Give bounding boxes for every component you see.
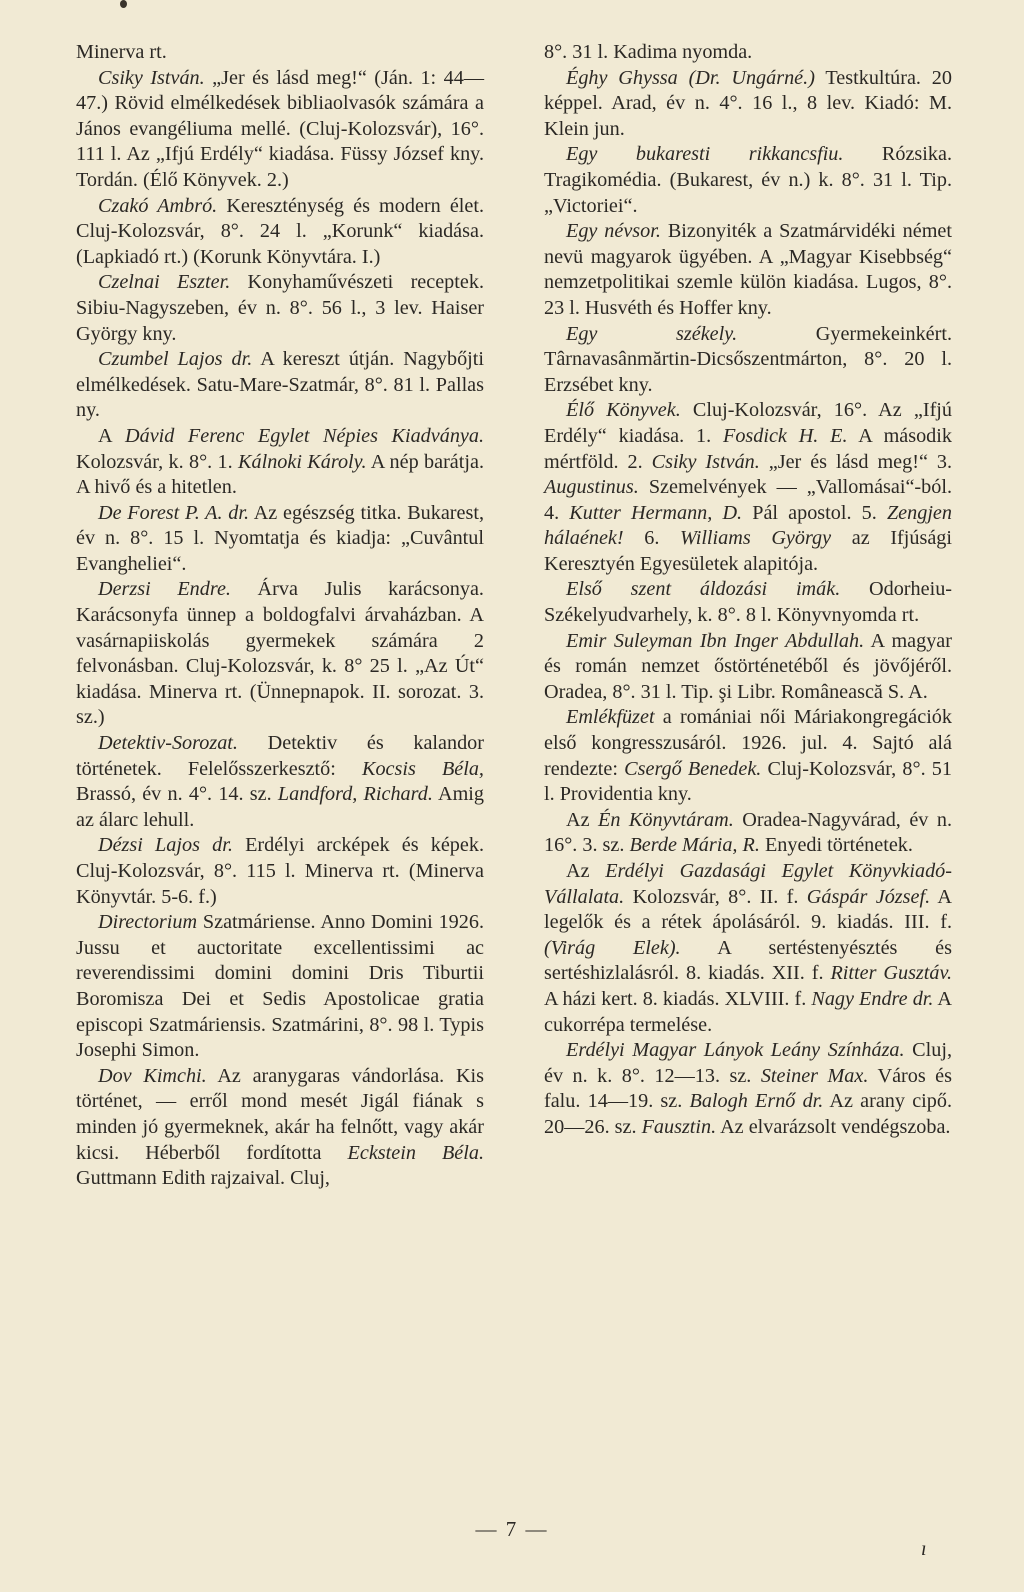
entry-text: Minerva rt. <box>76 41 167 63</box>
entry-italic-text: Derzsi Endre. <box>98 578 231 601</box>
entry-text: Az <box>566 808 599 831</box>
right-column <box>544 40 952 1141</box>
page-number: — 7 — <box>475 1517 549 1541</box>
entry-text: 8°. 31 l. Kadima nyomda. <box>544 41 753 63</box>
entry-italic-text: Steiner Max. <box>760 1064 869 1087</box>
entry-italic-text: Éghy Ghyssa (Dr. Ungárné.) <box>566 66 815 89</box>
entry-italic-text: Eckstein Béla. <box>347 1141 484 1164</box>
entry-text: Odorheiu-Székelyudvarhely, k. 8°. 8 l. Könyvnyomda rt. <box>544 578 953 627</box>
entry-text: Erdélyi arcképek és képek. Cluj-Kolozsvár, 8°. 115 l. Minerva rt. (Minerva Könyvtár. 5-6. f.) <box>76 834 484 908</box>
bibliography-entry <box>76 66 484 194</box>
entry-italic-text: De Forest P. A. dr. <box>98 501 250 524</box>
entry-text: Az egészség titka. Bukarest, év n. 8°. 15 l. Nyomtatja és kiadja: „Cuvântul Evangheliei“. <box>76 501 485 575</box>
entry-text: A cukorrépa termelése. <box>544 987 952 1036</box>
entry-text: Rózsika. Tragikomédia. (Bukarest, év n.) k. 8°. 31 l. Tip. „Victoriei“. <box>544 143 953 217</box>
entry-italic-text: Gáspár József. <box>806 885 931 908</box>
entry-text: Oradea-Nagyvárad, év n. 16°. 3. sz. <box>544 808 953 857</box>
entry-text: A legelők és a rétek ápolásáról. 9. kiadás. III. f. <box>544 885 952 934</box>
entry-italic-text: Czumbel Lajos dr. <box>98 348 253 371</box>
entry-italic-text: Egy bukaresti rikkancsfiu. <box>566 143 844 166</box>
bibliography-entry <box>76 1064 484 1192</box>
entry-italic-text: Dézsi Lajos dr. <box>98 834 233 857</box>
bibliography-entry <box>544 577 952 628</box>
entry-italic-text: Nagy Endre dr. <box>811 987 934 1010</box>
entry-text: A nép barátja. A hivő és a hitetlen. <box>76 450 484 499</box>
entry-text: A magyar és román nemzet őstörténetéből és jövőjéről. Oradea, 8°. 31 l. Tip. şi Libr. Românească S. A. <box>544 629 952 703</box>
entry-italic-text: Csiky István. <box>98 66 205 89</box>
entry-italic-text: Én Könyvtáram. <box>598 808 734 831</box>
entry-italic-text: Első szent áldozási imák. <box>566 578 841 601</box>
bibliography-entry <box>76 833 484 910</box>
entry-text: Az arany cipő. 20—26. sz. <box>544 1090 952 1138</box>
entry-text: Város és falu. 14—19. sz. <box>544 1064 952 1113</box>
entry-text: A <box>98 424 126 447</box>
entry-italic-text: Dávid Ferenc Egylet Népies Kiadványa. <box>125 424 485 447</box>
entry-text: Brassó, év n. 4°. 14. sz. <box>76 783 278 806</box>
entry-text: Árva Julis karácsonya. Karácsonyfa ünnep a boldogfalvi árvaházban. A vasárnapiiskolás gyermekek számára 2 felvonásban. Cluj-Kolozsvár, k. 8° 25 l. „Az Út“ kiadása. Minerva rt. (Ünnepnapok. II. sorozat. 3. sz.) <box>76 578 484 729</box>
entry-text: A sertéstenyésztés és sertéshizlalásról. 8. kiadás. XII. f. <box>544 936 952 985</box>
entry-text: A házi kert. 8. kiadás. XLVIII. f. <box>544 987 812 1010</box>
entry-text: Pál apostol. 5. <box>742 501 887 524</box>
entry-text: Az elvarázsolt vendégszoba. <box>716 1115 951 1138</box>
bibliography-entry <box>76 731 484 833</box>
entry-italic-text: Dov Kimchi. <box>98 1064 207 1087</box>
bibliography-entry <box>544 219 952 321</box>
bibliography-entry <box>544 808 952 859</box>
entry-text: Kolozsvár, 8°. II. f. <box>624 885 807 908</box>
entry-text: Gyermekeinkért. Târnavasânmărtin-Dicsőszentmárton, 8°. 20 l. Erzsébet kny. <box>544 322 952 396</box>
entry-italic-text: Williams György <box>680 527 832 550</box>
bibliography-entry <box>76 194 484 271</box>
entry-text: Enyedi történetek. <box>759 834 913 857</box>
entry-text: az Ifjúsági Keresztyén Egyesületek alapitója. <box>544 527 952 575</box>
bibliography-entry <box>544 398 952 577</box>
entry-text: Cluj-Kolozsvár, 8°. 51 l. Providentia kny. <box>544 757 952 806</box>
bibliography-entry <box>76 501 484 578</box>
entry-italic-text: Augustinus. <box>544 476 639 499</box>
bibliography-entry <box>544 66 952 143</box>
entry-italic-text: Emlékfüzet <box>566 706 655 729</box>
bibliography-entry <box>76 577 484 731</box>
entry-italic-text: Fosdick H. E. <box>722 424 848 447</box>
bibliography-entry <box>76 910 484 1064</box>
entry-italic-text: Kálnoki Károly. <box>238 450 367 473</box>
entry-text: Cluj-Kolozsvár, 16°. Az „Ifjú Erdély“ kiadása. 1. <box>544 399 952 447</box>
bibliography-entry <box>544 859 952 1038</box>
entry-text: Guttmann Edith rajzaival. Cluj, <box>76 1167 330 1190</box>
entry-italic-text: Erdélyi Magyar Lányok Leány Színháza. <box>566 1039 905 1062</box>
bibliography-entry <box>76 347 484 424</box>
entry-italic-text: Élő Könyvek. <box>566 399 681 422</box>
entry-text: Szemelvények — „Vallomásai“-ból. 4. <box>544 476 952 524</box>
entry-italic-text: Egy névsor. <box>566 220 661 243</box>
entry-text: a romániai női Máriakongregációk első kongresszusáról. 1926. jul. 4. Sajtó alá rendezte: <box>544 706 952 780</box>
bibliography-entry <box>76 270 484 347</box>
bibliography-entry <box>76 40 484 66</box>
left-column <box>76 40 484 1192</box>
bibliography-entry <box>544 322 952 399</box>
entry-text: Az <box>566 860 606 882</box>
bibliography-entry <box>544 629 952 706</box>
entry-italic-text: Czakó Ambró. <box>98 194 218 217</box>
entry-text: Szatmáriense. Anno Domini 1926. Jussu et auctoritate excellentissimi ac reverendissimi domini domini Dris Tiburtii Boromisza Dei et Sedis Apostolicae gratia episcopi Szatmáriensis. Szatmárini, 8°. 98 l. Typis Josephi Simon. <box>76 911 484 1062</box>
entry-text: „Jer és lásd meg!“ (Ján. 1: 44—47.) Rövid elmélkedések bibliaolvasók számára a János evangéliuma mellé. (Cluj-Kolozsvár), 16°. 111 l. Az „Ifjú Erdély“ kiadása. Füssy József kny. Tordán. (Élő Könyvek. 2.) <box>76 66 485 191</box>
entry-italic-text: Erdélyi Gazdasági Egylet Könyvkiadó-Vállalata. <box>544 860 952 908</box>
entry-text: Cluj, év n. k. 8°. 12—13. sz. <box>544 1039 952 1087</box>
entry-italic-text: Ritter Gusztáv. <box>830 962 952 985</box>
entry-text: Testkultúra. 20 képpel. Arad, év n. 4°. 16 l., 8 lev. Kiadó: M. Klein jun. <box>544 66 952 140</box>
entry-italic-text: Directorium <box>98 911 198 934</box>
entry-text: A kereszt útján. Nagybőjti elmélkedések. Satu-Mare-Szatmár, 8°. 81 l. Pallas ny. <box>76 348 484 422</box>
entry-text: Detektiv és kalandor történetek. Felelősszerkesztő: <box>76 732 484 780</box>
entry-italic-text: Berde Mária, R. <box>629 834 760 857</box>
entry-italic-text: Czelnai Eszter. <box>98 271 231 294</box>
entry-text: Kolozsvár, k. 8°. 1. <box>76 450 239 473</box>
entry-italic-text: Landford, Richard. <box>277 783 433 806</box>
entry-italic-text: Csergő Benedek. <box>624 757 762 780</box>
entry-italic-text: Fausztin. <box>641 1115 717 1138</box>
bibliography-entry <box>544 40 952 66</box>
entry-text: 6. <box>623 527 681 550</box>
entry-italic-text: Egy székely. <box>566 322 738 345</box>
entry-text: Az aranygaras vándorlása. Kis történet, — erről mond mesét Jigál fiának s minden jó gyermeknek, akár ha felnőtt, vagy akár kicsi. Héberből fordította <box>76 1064 484 1164</box>
entry-text: Bizonyiték a Szatmárvidéki német nevü magyarok ügyében. A „Magyar Kisebbség“ nemzetpolitikai szemle külön kiadása. Lugos, 8°. 23 l. Husvéth és Hoffer kny. <box>544 220 952 319</box>
entry-italic-text: Emir Suleyman Ibn Inger Abdullah. <box>566 629 865 652</box>
entry-text: Amig az álarc lehull. <box>76 783 485 831</box>
entry-italic-text: Zengjen hálaének! <box>544 501 952 550</box>
entry-text: „Jer és lásd meg!“ 3. <box>759 450 953 473</box>
entry-text: Kereszténység és modern élet. Cluj-Kolozsvár, 8°. 24 l. „Korunk“ kiadása. (Lapkiadó rt.) (Korunk Könyvtára. I.) <box>76 194 485 268</box>
entry-text: A második mértföld. 2. <box>544 424 952 473</box>
entry-italic-text: (Virág Elek). <box>544 936 681 959</box>
bibliography-entry <box>544 705 952 807</box>
entry-italic-text: Kocsis Béla, <box>361 757 484 780</box>
ink-dot <box>120 0 127 8</box>
bibliography-entry <box>544 142 952 219</box>
entry-italic-text: Balogh Ernő dr. <box>689 1090 824 1113</box>
bibliography-entry <box>544 1038 952 1140</box>
entry-italic-text: Kutter Hermann, D. <box>569 501 743 524</box>
entry-italic-text: Csiky István. <box>651 450 760 473</box>
entry-italic-text: Detektiv-Sorozat. <box>98 732 238 755</box>
corner-mark: ı <box>921 1538 927 1560</box>
bibliography-entry <box>76 424 484 501</box>
entry-text: Konyhaművészeti receptek. Sibiu-Nagyszeben, év n. 8°. 56 l., 3 lev. Haiser György kny. <box>76 271 484 345</box>
